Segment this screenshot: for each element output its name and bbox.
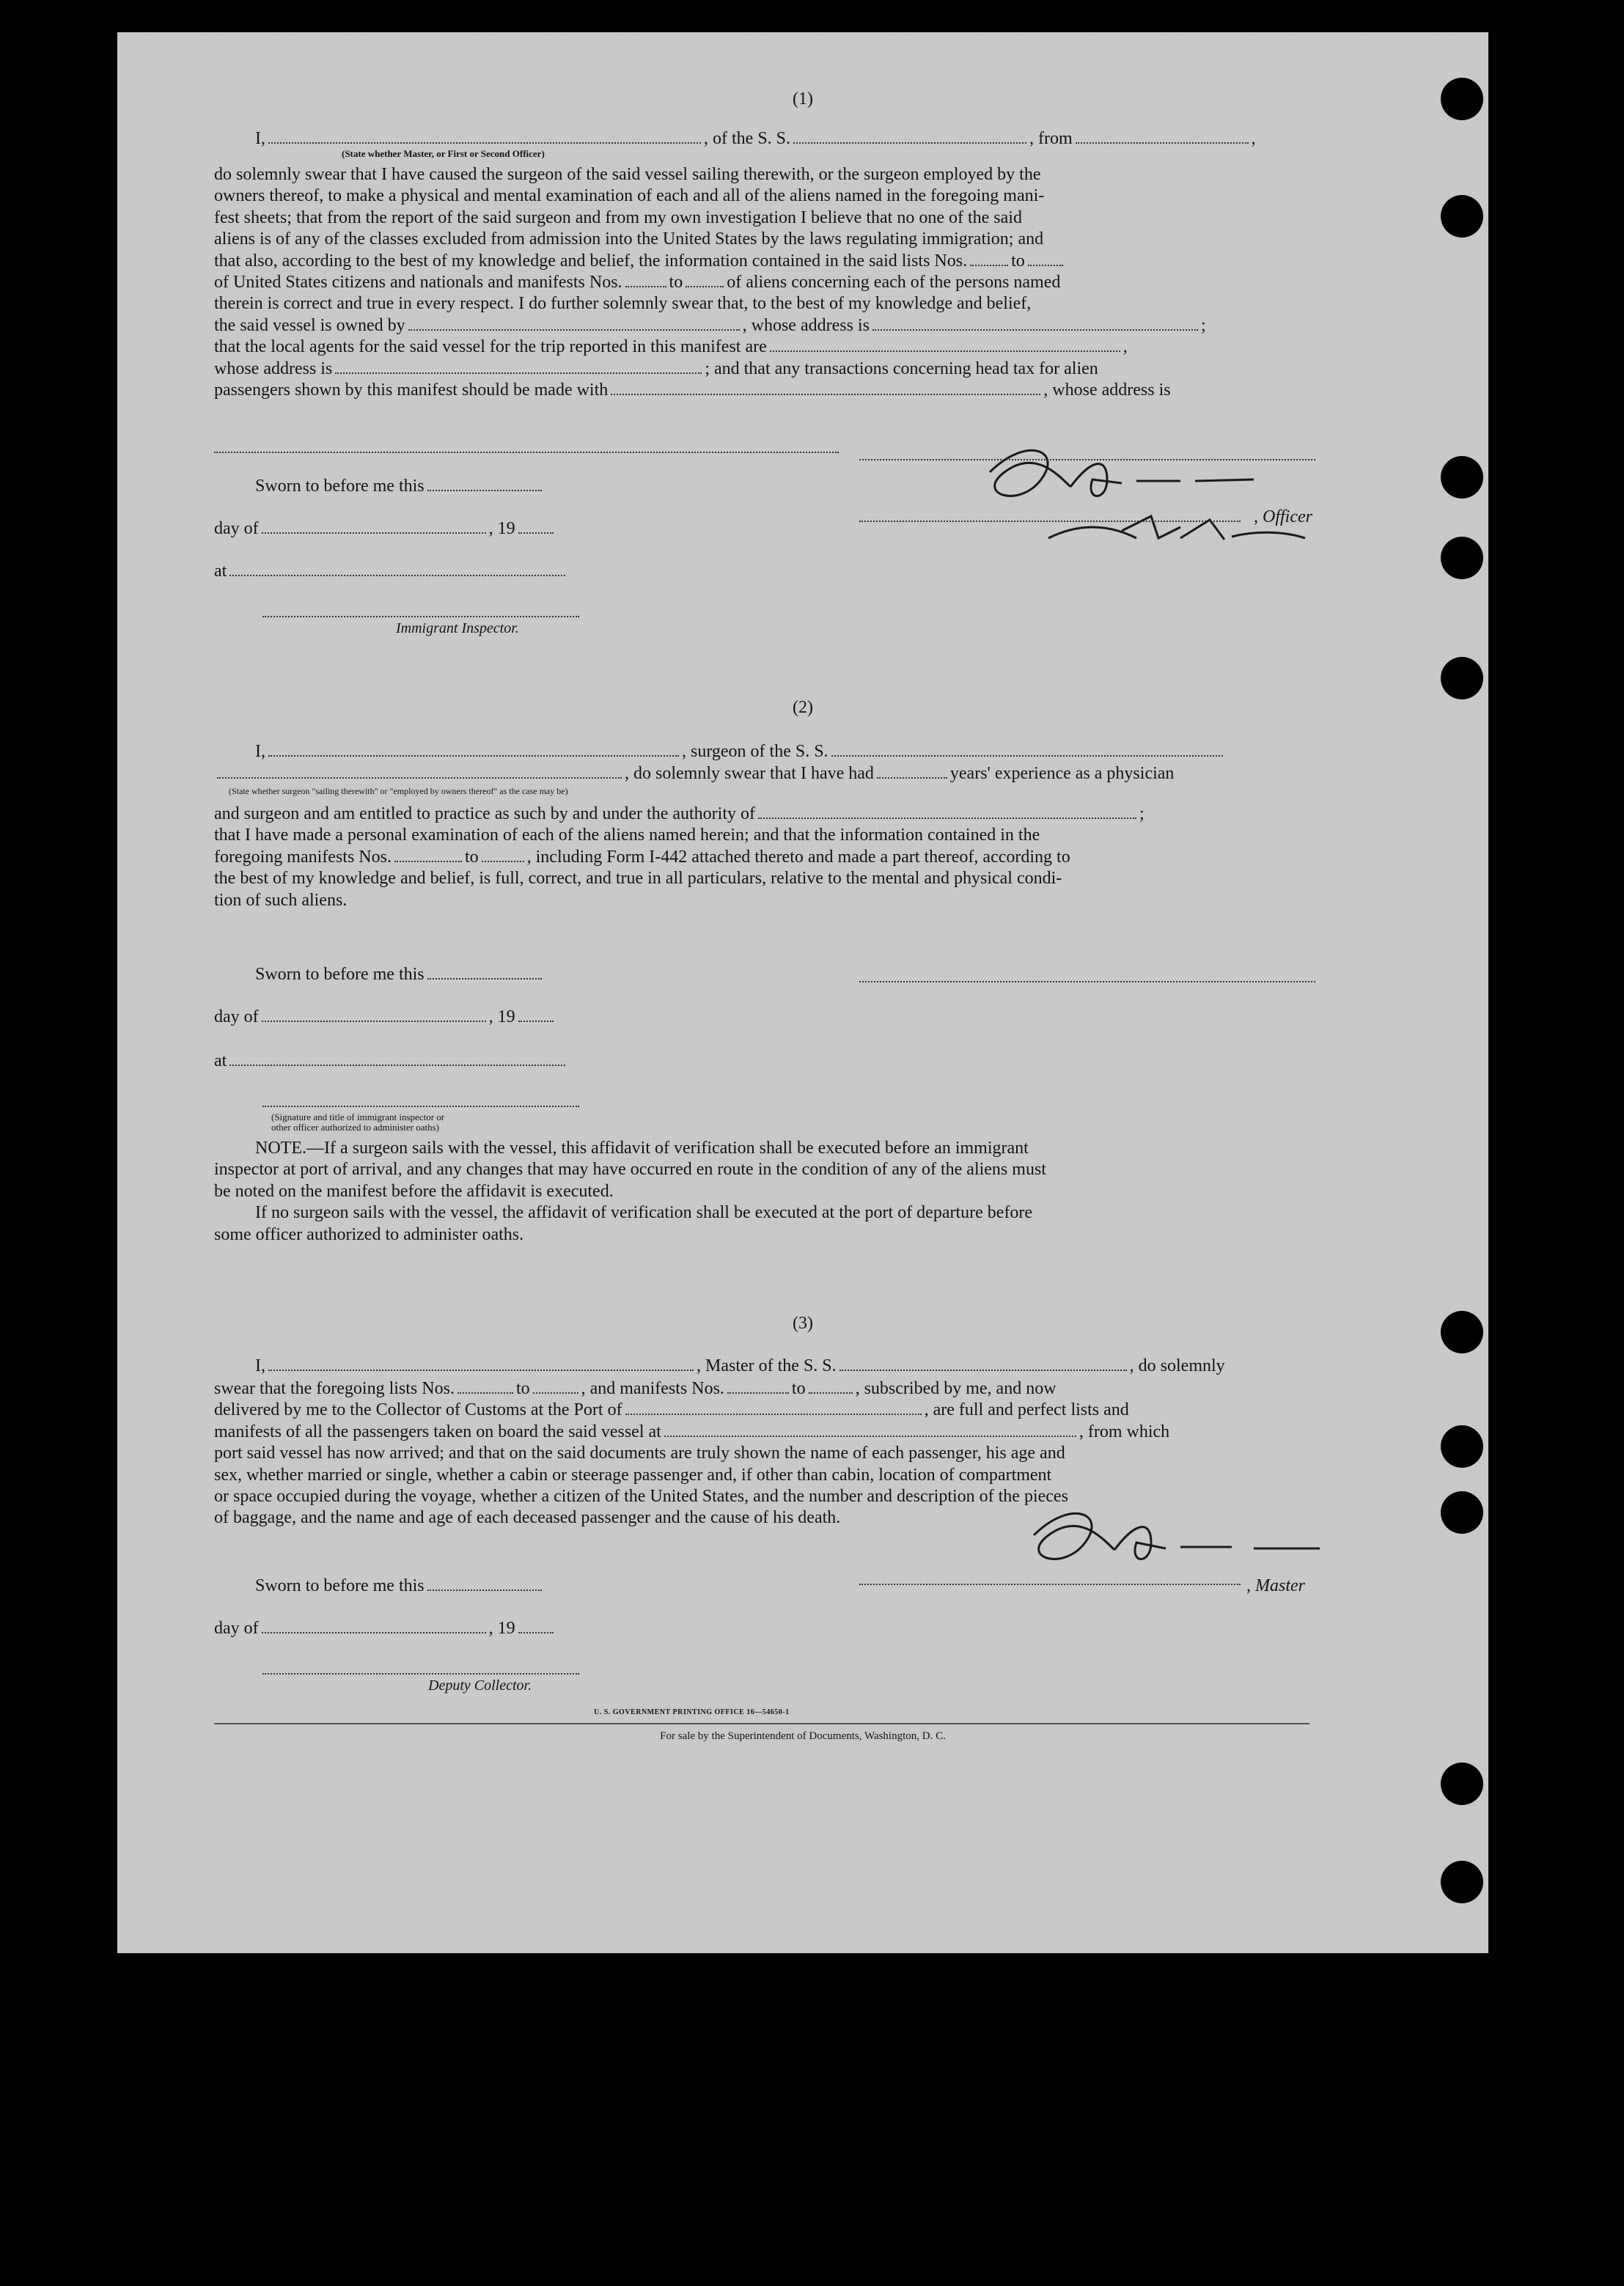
s1-sworn-day-field[interactable] — [427, 489, 542, 491]
s3-para-line: delivered by me to the Collector of Customs at the Port of , are full and perfect lists and — [214, 1400, 1129, 1420]
s1-year-field[interactable] — [518, 532, 554, 534]
s3-master-signature-line[interactable] — [859, 1584, 1241, 1585]
surgeon-note: (State whether surgeon "sailing therewith" or "employed by owners thereof" as the case may be) — [229, 786, 568, 796]
section-1-number: (1) — [793, 89, 813, 109]
s3-lists-from-field[interactable] — [458, 1392, 513, 1394]
s2-para-line: and surgeon and am entitled to practice as such by and under the authority of ; — [214, 804, 1144, 823]
head-tax-party-field[interactable] — [611, 393, 1040, 395]
s2-para-line: tion of such aliens. — [214, 890, 348, 910]
s2-sworn-line: Sworn to before me this — [255, 965, 545, 985]
s1-place-field[interactable] — [229, 574, 565, 576]
printing-office-mark: U. S. GOVERNMENT PRINTING OFFICE 16—54650-1 — [594, 1708, 790, 1716]
s1-oath-line: I, , of the S. S. , from , — [255, 129, 1256, 148]
surgeon-signature-line[interactable] — [859, 981, 1315, 982]
inspector-signature-field[interactable] — [262, 616, 579, 617]
vessel-name-field[interactable] — [793, 142, 1026, 144]
s2-day-line: day of , 19 — [214, 1007, 556, 1027]
note-line: be noted on the manifest before the affidavit is executed. — [214, 1181, 614, 1201]
s1-day-line: day of , 19 — [214, 519, 556, 539]
s1-at-line: at — [214, 562, 568, 581]
s2-experience-line: , do solemnly swear that I have had years' experience as a physician — [214, 764, 1174, 784]
punch-hole — [1441, 1861, 1483, 1903]
master-label: , Master — [1246, 1576, 1305, 1595]
s3-para-line: port said vessel has now arrived; and that on the said documents are truly shown the name of each passenger, his age and — [214, 1444, 1065, 1463]
s1-para-line: do solemnly swear that I have caused the surgeon of the said vessel sailing therewith, or the surgeon employed by the — [214, 165, 1041, 184]
s1-para-line: that the local agents for the said vessel for the trip reported in this manifest are , — [214, 337, 1128, 357]
s2-sworn-day-field[interactable] — [427, 977, 542, 980]
departure-port-field[interactable] — [1076, 142, 1249, 144]
punch-hole — [1441, 1763, 1483, 1805]
section-3-number: (3) — [793, 1314, 813, 1333]
s2-at-line: at — [214, 1051, 568, 1071]
s3-day-line: day of , 19 — [214, 1619, 556, 1639]
s2-manifest-from-field[interactable] — [394, 860, 462, 862]
master-signature-line[interactable] — [859, 459, 1315, 460]
s1-para-line: therein is correct and true in every respect. I do further solemnly swear that, to the best of my knowledge and belief, — [214, 294, 1032, 314]
punch-hole — [1441, 1425, 1483, 1468]
s3-year-field[interactable] — [518, 1631, 554, 1633]
manifest-page — [117, 32, 1488, 1953]
manifest-to-field[interactable] — [686, 285, 724, 287]
s2-officer-signature-field[interactable] — [262, 1106, 579, 1107]
license-authority-field[interactable] — [758, 817, 1136, 819]
s1-para-line: passengers shown by this manifest should be made with , whose address is — [214, 381, 1171, 400]
agent-address-field[interactable] — [335, 372, 702, 374]
s2-year-field[interactable] — [518, 1020, 554, 1022]
punch-hole — [1441, 537, 1483, 579]
citizen-list-to-field[interactable] — [1028, 264, 1063, 266]
officer-name-field[interactable] — [268, 142, 701, 144]
officer-signature-line[interactable] — [859, 521, 1241, 522]
s2-note-paragraph — [214, 1138, 1406, 1246]
s3-para-line: of baggage, and the name and age of each deceased passenger and the cause of his death. — [214, 1508, 841, 1528]
officer-note: (State whether Master, or First or Second Officer) — [342, 148, 545, 159]
collector-signature-field[interactable] — [262, 1673, 579, 1675]
s1-sworn-line: Sworn to before me this — [255, 477, 545, 496]
collector-label: Deputy Collector. — [428, 1677, 532, 1694]
s3-sworn-line: Sworn to before me this — [255, 1576, 545, 1596]
s1-para-line: owners thereof, to make a physical and mental examination of each and all of the aliens named in the foregoing mani- — [214, 186, 1045, 206]
s1-para-line: fest sheets; that from the report of the said surgeon and from my own investigation I believe that no one of the said — [214, 207, 1022, 227]
section-2-number: (2) — [793, 698, 813, 717]
s1-from-label: , from — [1029, 129, 1073, 148]
s1-i-label: I, — [255, 129, 265, 148]
s1-para-line: that also, according to the best of my knowledge and belief, the information contained in the said lists Nos. to — [214, 251, 1406, 272]
local-agents-field[interactable] — [770, 350, 1120, 352]
s3-para-line: swear that the foregoing lists Nos. to , and manifests Nos. to , subscribed by me, and now — [214, 1379, 1057, 1398]
vessel-owner-field[interactable] — [408, 328, 740, 331]
s3-master-name-field[interactable] — [268, 1369, 694, 1371]
s3-lists-to-field[interactable] — [533, 1392, 578, 1394]
punch-hole — [1441, 195, 1483, 238]
punch-hole — [1441, 456, 1483, 499]
s1-of-ss-label: , of the S. S. — [704, 129, 791, 148]
master-signature — [960, 428, 1371, 560]
manifest-from-field[interactable] — [625, 285, 666, 287]
inspector-label: Immigrant Inspector. — [396, 620, 519, 636]
s3-manifest-to-field[interactable] — [809, 1392, 853, 1394]
s2-para-line: foregoing manifests Nos. to , including Form I-442 attached thereto and made a part thereof, according to — [214, 847, 1070, 867]
punch-hole — [1441, 1311, 1483, 1353]
note-line: some officer authorized to administer oaths. — [214, 1224, 524, 1244]
note-line: NOTE.—If a surgeon sails with the vessel, this affidavit of verification shall be executed before an immigrant — [255, 1139, 1029, 1158]
s2-para-line: that I have made a personal examination of each of the aliens named herein; and that the information contained in the — [214, 826, 1040, 845]
s2-para-line: the best of my knowledge and belief, is full, correct, and true in all particulars, relative to the mental and physical condi- — [214, 869, 1062, 889]
s1-para-line: whose address is ; and that any transactions concerning head tax for alien — [214, 359, 1098, 378]
punch-hole — [1441, 657, 1483, 699]
punch-hole — [1441, 78, 1483, 120]
s1-para-line: of United States citizens and nationals and manifests Nos. to of aliens concerning each of the persons named — [214, 273, 1061, 293]
sig-note-line-1: (Signature and title of immigrant inspector or — [271, 1111, 445, 1122]
embarkation-port-field[interactable] — [664, 1435, 1076, 1437]
s3-master-line: I, , Master of the S. S. , do solemnly — [255, 1356, 1225, 1375]
citizen-list-from-field[interactable] — [970, 264, 1008, 266]
footer-text: For sale by the Superintendent of Documents, Washington, D. C. — [660, 1730, 946, 1742]
s2-manifest-to-field[interactable] — [482, 860, 524, 862]
s3-para-line: sex, whether married or single, whether a cabin or steerage passenger and, if other than cabin, location of compartment — [214, 1465, 1052, 1485]
s3-manifest-from-field[interactable] — [727, 1392, 789, 1394]
s2-month-field[interactable] — [262, 1020, 486, 1022]
s3-para-line: manifests of all the passengers taken on board the said vessel at , from which — [214, 1422, 1170, 1441]
arrival-port-field[interactable] — [625, 1413, 922, 1415]
sig-note-line-2: other officer authorized to administer oaths) — [271, 1122, 439, 1133]
punch-hole — [1441, 1491, 1483, 1534]
s3-master-signature — [1012, 1491, 1393, 1579]
s2-oath-paragraph — [214, 804, 1406, 911]
s3-month-field[interactable] — [262, 1631, 486, 1633]
years-experience-field[interactable] — [877, 776, 947, 779]
s2-surgeon-line: I, , surgeon of the S. S. — [255, 742, 1226, 762]
s1-month-field[interactable] — [262, 532, 486, 534]
s2-place-field[interactable] — [229, 1064, 565, 1066]
note-line: inspector at port of arrival, and any changes that may have occurred en route in the condition of any of the aliens must — [214, 1160, 1046, 1180]
head-tax-address-field[interactable] — [214, 452, 839, 453]
s1-oath-paragraph — [214, 164, 1406, 401]
surgeon-status-field[interactable] — [217, 776, 622, 779]
s3-vessel-field[interactable] — [839, 1369, 1127, 1371]
note-line: If no surgeon sails with the vessel, the affidavit of verification shall be executed at the port of departure before — [255, 1203, 1033, 1223]
s3-para-line: or space occupied during the voyage, whether a citizen of the United States, and the number and description of the pieces — [214, 1487, 1068, 1507]
owner-address-field[interactable] — [872, 328, 1198, 331]
surgeon-name-field[interactable] — [268, 754, 679, 757]
s3-sworn-day-field[interactable] — [427, 1589, 542, 1591]
s1-para-line: the said vessel is owned by , whose address is ; — [214, 315, 1206, 335]
officer-label: , Officer — [1254, 507, 1312, 526]
s2-vessel-field[interactable] — [831, 754, 1223, 757]
s1-para-line: aliens is of any of the classes excluded from admission into the United States by the laws regulating immigration; and — [214, 229, 1044, 249]
footer-rule — [214, 1723, 1309, 1724]
